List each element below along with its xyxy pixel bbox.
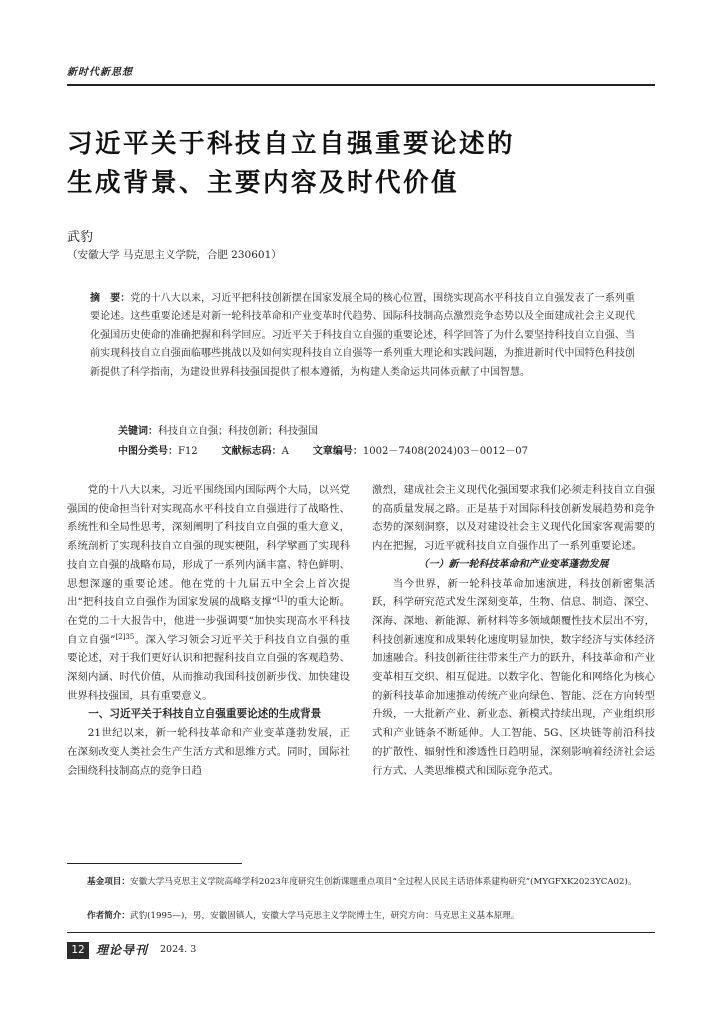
author-name: 武豹: [67, 230, 94, 245]
body-column-right: [372, 481, 655, 780]
text-run: 。深入学习领会习近平关于科技自立自强的重要论述，对于我们更好认识和把握科技自立自强的客观趋势、深刻内涵、时代价值，从而推动我国科技创新步伐、加快建设世界科技强国，具有重要意义。: [67, 633, 351, 702]
subsection-heading: （一）新一轮科技革命和产业变革蓬勃发展: [418, 558, 609, 570]
header-rule: [67, 84, 655, 86]
clc-label: 中图分类号：: [118, 446, 178, 457]
page-number: 12: [67, 942, 89, 959]
section-heading-1: 一、习近平关于科技自立自强重要论述的生成背景: [88, 708, 322, 721]
title-line-1: 习近平关于科技自立自强重要论述的: [67, 129, 516, 159]
footer-rule: [67, 932, 655, 933]
paragraph: 当今世界，新一轮科技革命加速演进，科技创新密集活跃，科学研究范式发生深刻变革，生物、信息、制造、深空、深海、深地、新能源、新材料等多领域颠覆性技术层出不穷，科技创新速度和成果转化速度明显加快，数字经济与实体经济加速融合。科技创新往往带来生产力的跃升，科技革命和产业变革相互交织、相互促进。以数字化、智能化和网络化为核心的新科技革命加速推动传统产业向绿色、智能、泛在方向转型升级，一大批新产业、新业态、新模式持续出现，产业组织形式和产业链条不断延伸。人工智能、5G、区块链等前沿科技的扩散性、辐射性和渗透性日趋明显，深刻影响着经济社会运行方式、人类思维模式和国际竞争范式。: [372, 577, 655, 777]
issue-number: 2024. 3: [160, 944, 197, 955]
running-header: 新时代新思想: [67, 67, 133, 78]
author-bio-note: [87, 908, 662, 924]
abstract: [90, 290, 635, 382]
funding-note: [87, 874, 662, 890]
doc-code-value: A: [281, 446, 289, 457]
clc-value: F12: [178, 446, 198, 457]
text-run: 党的十八大以来，习近平围绕国内国际两个大局，以兴党强国的使命担当针对实现高水平科技自立自强进行了战略性、系统性和全局性思考，深刻阐明了科技自立自强的重大意义，系统剖析了实现科技自立自强的现实梗阻，科学擘画了实现科技自立自强的战略布局，形成了一系列内涵丰富、特色鲜明、思想深邃的重要论述。他在党的十九届五中全会上首次提出“把科技自立自强作为国家发展的战略支撑”: [67, 484, 350, 609]
journal-name: 理论导刊: [96, 943, 149, 957]
article-id-label: 文章编号：: [312, 446, 363, 457]
footnote-rule: [67, 863, 242, 864]
text-run: 的重大论断。在党的二十大报告中，他进一步强调要“加快实现高水平科技自立自强”: [67, 596, 351, 646]
author-affiliation: （安徽大学 马克思主义学院，合肥 230601）: [67, 249, 282, 261]
article-id-value: 1002－7408(2024)03－0012－07: [362, 446, 528, 457]
abstract-text: 党的十八大以来，习近平把科技创新摆在国家发展全局的核心位置，围绕实现高水平科技自立自强发表了一系列重要论述。这些重要论述是对新一轮科技革命和产业变革时代趋势、国际科技制高点激烈竞争态势以及全面建成社会主义现代化强国历史使命的准确把握和科学回应。习近平关于科技自立自强的重要论述，科学回答了为什么要坚持科技自立自强、当前实现科技自立自强面临哪些挑战以及如何实现科技自立自强等一系列重大理论和实践问题，为推进新时代中国特色科技创新提供了科学指南，为建设世界科技强国提供了根本遵循，为构建人类命运共同体贡献了中国智慧。: [90, 293, 636, 378]
abstract-label: 摘 要：: [90, 293, 131, 304]
title-line-2: 生成背景、主要内容及时代价值: [67, 168, 460, 198]
keywords-text: 科技自立自强；科技创新；科技强国: [158, 426, 318, 437]
paragraph: 21世纪以来，新一轮科技革命和产业变革蓬勃发展，正在深刻改变人类社会生产生活方式和思维方式。同时，国际社会围绕科技制高点的竞争日趋: [67, 727, 350, 777]
funding-text: 安徽大学马克思主义学院高峰学科2023年度研究生创新课题重点项目“全过程人民民主话语体系建构研究”(MYGFXK2023YCA02)。: [129, 877, 637, 887]
funding-label: 基金项目：: [87, 877, 130, 887]
reference-2: [2]35: [115, 632, 135, 641]
body-column-left: [67, 481, 350, 780]
reference-1: [1]: [277, 595, 288, 604]
doc-code-label: 文献标志码：: [221, 446, 282, 457]
bio-text: 武豹(1995—)，男，安徽固镇人，安徽大学马克思主义学院博士生，研究方向：马克思主义基本原理。: [129, 911, 520, 921]
classification-line: [118, 442, 528, 457]
article-title: [67, 125, 667, 203]
keywords: [118, 422, 318, 437]
paragraph: 激烈，建成社会主义现代化强国要求我们必须走科技自立自强的高质量发展之路。正是基于对国际科技创新发展趋势和竞争态势的深刻洞察，以及对建设社会主义现代化国家客观需要的内在把握，习近平就科技自立自强作出了一系列重要论述。: [372, 484, 655, 553]
paragraph: [67, 481, 350, 705]
keywords-label: 关键词：: [118, 426, 158, 437]
bio-label: 作者简介：: [87, 911, 130, 921]
